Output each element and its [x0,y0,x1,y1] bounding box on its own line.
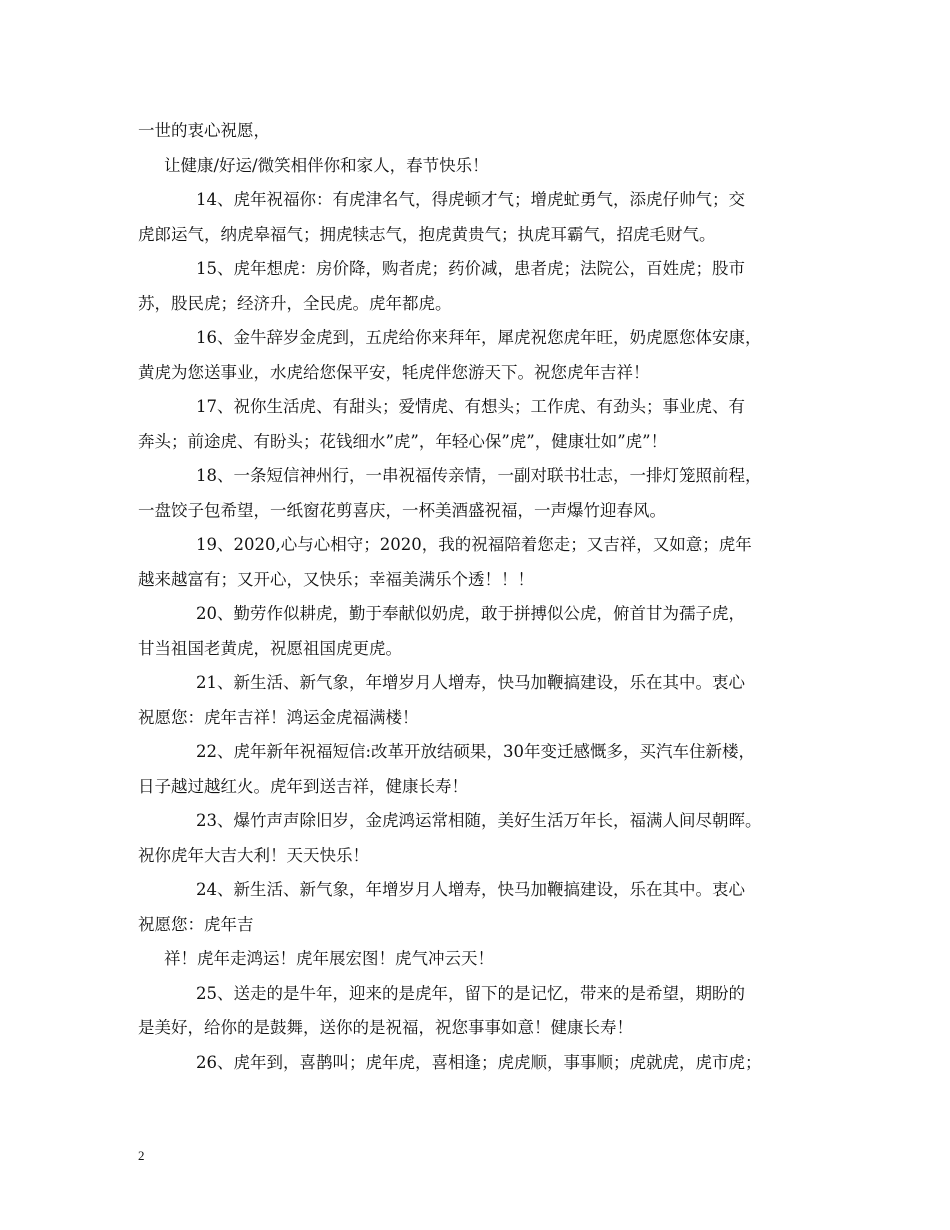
text-line: 18、一条短信神州行，一串祝福传亲情，一副对联书壮志，一排灯笼照前程， [196,466,762,485]
text-line: 16、金牛辞岁金虎到，五虎给你来拜年，犀虎祝您虎年旺，奶虎愿您体安康， [196,328,762,347]
text-line: 22、虎年新年祝福短信:改革开放结硕果，30年变迁感慨多，买汽车住新楼， [196,742,756,761]
text-line: 一世的衷心祝愿， [138,121,270,140]
text-line: 越来越富有；又开心，又快乐；幸福美满乐个透！！！ [138,569,534,589]
document-body [138,114,818,1080]
text-line: 21、新生活、新气象，年增岁月人增寿，快马加鞭搞建设，乐在其中。衷心 [196,673,745,692]
text-line: 苏，股民虎；经济升，全民虎。虎年都虎。 [138,293,452,313]
text-line: 24、新生活、新气象，年增岁月人增寿，快马加鞭搞建设，乐在其中。衷心 [196,880,745,899]
text-line: 祥！虎年走鸿运！虎年展宏图！虎气冲云天！ [164,949,494,968]
text-line: 日子越过越红火。虎年到送吉祥，健康长寿！ [138,776,468,796]
text-line: 一盘饺子包希望，一纸窗花剪喜庆，一杯美酒盛祝福，一声爆竹迎春风。 [138,500,666,520]
text-line: 虎郎运气，纳虎皋福气；拥虎犊志气，抱虎黄贵气；执虎耳霸气，招虎毛财气。 [138,224,716,244]
text-line: 甘当祖国老黄虎，祝愿祖国虎更虎。 [138,638,402,658]
text-line: 祝你虎年大吉大利！天天快乐！ [138,845,369,865]
text-line: 奔头；前途虎、有盼头；花钱细水”虎”，年轻心保”虎”，健康壮如”虎”！ [138,431,668,451]
text-line: 祝愿您：虎年吉祥！鸿运金虎福满楼！ [138,707,419,727]
text-line: 25、送走的是牛年，迎来的是虎年，留下的是记忆，带来的是希望，期盼的 [196,983,745,1003]
text-line: 23、爆竹声声除旧岁，金虎鸿运常相随，美好生活万年长，福满人间尽朝晖。 [196,811,762,830]
page-number: 2 [138,1148,145,1163]
text-line: 20、勤劳作似耕虎，勤于奉献似奶虎，敢于拼搏似公虎，俯首甘为孺子虎， [196,604,745,623]
text-line: 让健康/好运/微笑相伴你和家人，春节快乐！ [164,155,489,175]
text-line: 是美好，给你的是鼓舞，送你的是祝福，祝您事事如意！健康长寿！ [138,1018,633,1037]
text-line: 14、虎年祝福你：有虎津名气，得虎顿才气；增虎虻勇气，添虎仔帅气；交 [196,190,745,209]
text-line: 17、祝你生活虎、有甜头；爱情虎、有想头；工作虎、有劲头；事业虎、有 [196,397,745,416]
text-line: 黄虎为您送事业，水虎给您保平安，牦虎伴您游天下。祝您虎年吉祥！ [138,362,650,382]
text-line: 祝愿您：虎年吉 [138,914,254,934]
text-line: 19、2020,心与心相守；2020，我的祝福陪着您走；又吉祥，又如意；虎年 [196,535,752,554]
text-line: 15、虎年想虎：房价降，购者虎；药价减，患者虎；法院公，百姓虎；股市 [196,259,745,278]
text-line: 26、虎年到，喜鹊叫；虎年虎，喜相逢；虎虎顺，事事顺；虎就虎，虎市虎； [196,1052,762,1072]
